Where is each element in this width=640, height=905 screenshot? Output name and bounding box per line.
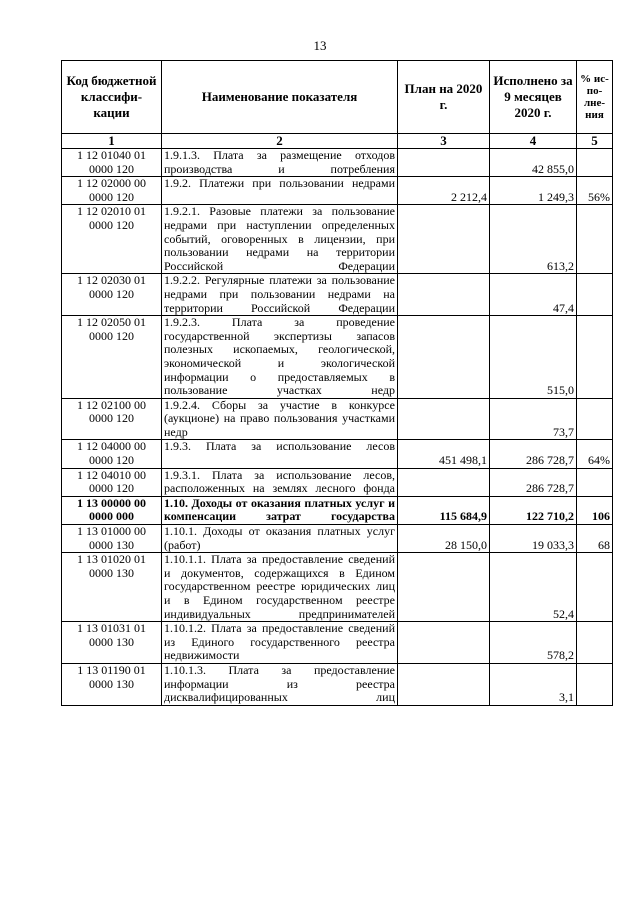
row-name: 1.10.1. Доходы от оказания платных услуг (работ) xyxy=(162,525,398,553)
row-name: 1.10.1.2. Плата за предоставление сведений из Единого государственного реестра недвижимости xyxy=(162,622,398,664)
table-row xyxy=(62,149,613,177)
row-code: 1 13 00000 00 0000 000 xyxy=(62,496,162,524)
row-pct: 64% xyxy=(577,440,613,468)
row-pct xyxy=(577,205,613,274)
table-row xyxy=(62,553,613,622)
header-exec: Исполнено за 9 месяцев 2020 г. xyxy=(490,61,577,134)
row-pct xyxy=(577,468,613,496)
row-plan xyxy=(398,274,490,316)
table-row xyxy=(62,177,613,205)
row-pct: 56% xyxy=(577,177,613,205)
row-code: 1 13 01020 01 0000 130 xyxy=(62,553,162,622)
row-code: 1 12 02100 00 0000 120 xyxy=(62,398,162,440)
row-exec: 286 728,7 xyxy=(490,468,577,496)
row-plan xyxy=(398,622,490,664)
row-plan xyxy=(398,553,490,622)
row-name: 1.9.2.1. Разовые платежи за пользование недрами при наступлении определенных событий, оговоренных в лицензии, при пользовании недрами на территории Российской Федерации xyxy=(162,205,398,274)
row-plan xyxy=(398,149,490,177)
row-plan xyxy=(398,205,490,274)
row-name: 1.9.2.4. Сборы за участие в конкурсе (аукционе) на право пользования участками недр xyxy=(162,398,398,440)
row-code: 1 12 02010 01 0000 120 xyxy=(62,205,162,274)
row-pct xyxy=(577,622,613,664)
row-exec: 47,4 xyxy=(490,274,577,316)
row-pct xyxy=(577,553,613,622)
row-exec: 122 710,2 xyxy=(490,496,577,524)
row-code: 1 13 01000 00 0000 130 xyxy=(62,525,162,553)
col-number-1: 1 xyxy=(62,134,162,149)
row-plan: 28 150,0 xyxy=(398,525,490,553)
row-name: 1.9.1.3. Плата за размещение отходов производства и потребления xyxy=(162,149,398,177)
page-number: 13 xyxy=(313,38,327,53)
header-name: Наименование показателя xyxy=(162,61,398,134)
row-exec: 19 033,3 xyxy=(490,525,577,553)
column-number-row xyxy=(62,134,613,149)
row-code: 1 12 02030 01 0000 120 xyxy=(62,274,162,316)
col-number-5: 5 xyxy=(577,134,613,149)
col-number-3: 3 xyxy=(398,134,490,149)
row-plan xyxy=(398,663,490,705)
row-code: 1 12 02050 01 0000 120 xyxy=(62,316,162,399)
row-pct xyxy=(577,316,613,399)
row-code: 1 12 02000 00 0000 120 xyxy=(62,177,162,205)
row-name: 1.10. Доходы от оказания платных услуг и компенсации затрат государства xyxy=(162,496,398,524)
row-exec: 515,0 xyxy=(490,316,577,399)
row-plan xyxy=(398,398,490,440)
row-name: 1.9.2. Платежи при пользовании недрами xyxy=(162,177,398,205)
row-pct xyxy=(577,398,613,440)
row-code: 1 13 01190 01 0000 130 xyxy=(62,663,162,705)
row-exec: 286 728,7 xyxy=(490,440,577,468)
table-row xyxy=(62,663,613,705)
row-name: 1.10.1.1. Плата за предоставление сведений и документов, содержащихся в Едином государственном реестре юридических лиц и в Едином государственном реестре индивидуальных предпринимателей xyxy=(162,553,398,622)
row-exec: 52,4 xyxy=(490,553,577,622)
table-row xyxy=(62,496,613,524)
table-row xyxy=(62,398,613,440)
row-name: 1.9.2.2. Регулярные платежи за пользование недрами при пользовании недрами на территории Российской Федерации xyxy=(162,274,398,316)
col-number-2: 2 xyxy=(162,134,398,149)
table-row xyxy=(62,622,613,664)
row-pct xyxy=(577,149,613,177)
table-row xyxy=(62,525,613,553)
row-code: 1 12 04000 00 0000 120 xyxy=(62,440,162,468)
row-code: 1 12 01040 01 0000 120 xyxy=(62,149,162,177)
col-number-4: 4 xyxy=(490,134,577,149)
table-row xyxy=(62,205,613,274)
header-row xyxy=(62,61,613,134)
row-pct xyxy=(577,274,613,316)
header-pct: % ис-по-лне-ния xyxy=(577,61,613,134)
row-code: 1 13 01031 01 0000 130 xyxy=(62,622,162,664)
table-row xyxy=(62,468,613,496)
row-pct: 68 xyxy=(577,525,613,553)
budget-table xyxy=(61,60,613,706)
row-plan xyxy=(398,316,490,399)
table-row xyxy=(62,274,613,316)
row-name: 1.9.3. Плата за использование лесов xyxy=(162,440,398,468)
row-name: 1.9.2.3. Плата за проведение государственной экспертизы запасов полезных ископаемых, геологической, экономической и экологической информации о предоставляемых в пользование участках недр xyxy=(162,316,398,399)
row-exec: 613,2 xyxy=(490,205,577,274)
row-plan: 2 212,4 xyxy=(398,177,490,205)
header-plan: План на 2020 г. xyxy=(398,61,490,134)
row-name: 1.9.3.1. Плата за использование лесов, расположенных на землях лесного фонда xyxy=(162,468,398,496)
table-row xyxy=(62,440,613,468)
row-exec: 42 855,0 xyxy=(490,149,577,177)
row-code: 1 12 04010 00 0000 120 xyxy=(62,468,162,496)
row-name: 1.10.1.3. Плата за предоставление информации из реестра дисквалифицированных лиц xyxy=(162,663,398,705)
header-code: Код бюджетной классифи-кации xyxy=(62,61,162,134)
row-plan xyxy=(398,468,490,496)
row-exec: 73,7 xyxy=(490,398,577,440)
row-exec: 578,2 xyxy=(490,622,577,664)
row-pct: 106 xyxy=(577,496,613,524)
row-exec: 3,1 xyxy=(490,663,577,705)
row-plan: 115 684,9 xyxy=(398,496,490,524)
row-exec: 1 249,3 xyxy=(490,177,577,205)
row-plan: 451 498,1 xyxy=(398,440,490,468)
table-row xyxy=(62,316,613,399)
row-pct xyxy=(577,663,613,705)
